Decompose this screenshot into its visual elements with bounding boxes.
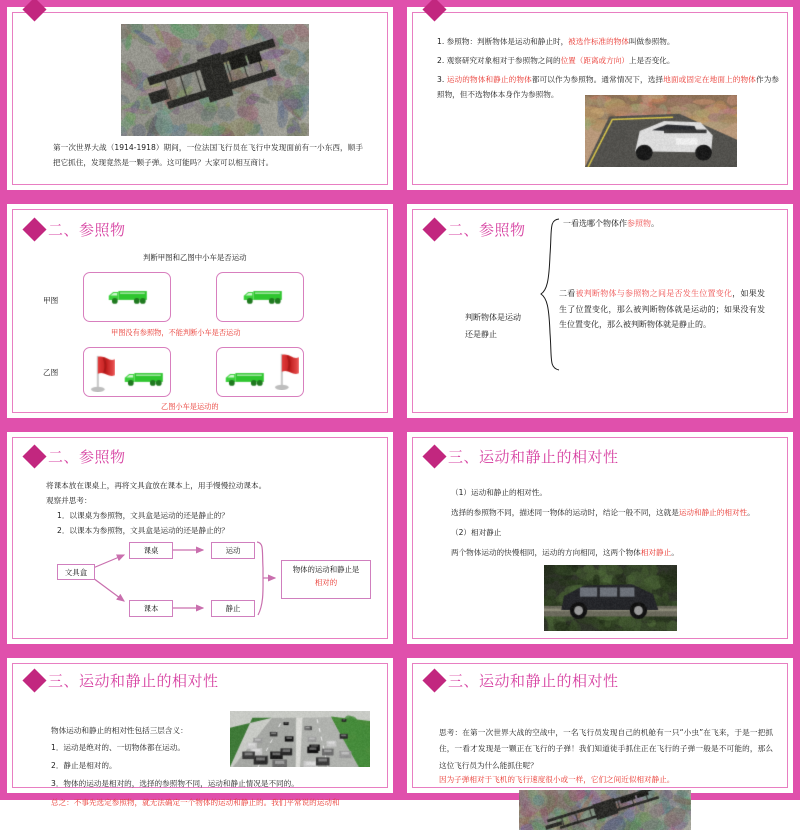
slide-inner-frame <box>412 209 788 413</box>
highway-photo <box>230 711 370 767</box>
jia-box-right <box>216 272 304 322</box>
slide-thumbnail-7[interactable] <box>0 651 400 807</box>
item-text: 参照物：判断物体是运动和静止时， <box>446 37 569 46</box>
slide-title-1 <box>27 2 48 17</box>
item-highlight: 运动的物体和静止的物体 <box>446 75 532 84</box>
green-truck-icon <box>124 370 164 387</box>
slide-title-4: 二、参照物 <box>427 219 526 240</box>
slide6-p3: （2）相对静止 <box>451 528 502 537</box>
branch2-tail: ，如果发生了位置变化，那么被判断物体就是运动的；如果没有发生位置变化，那么被判断物体就是静止的。 <box>559 289 765 330</box>
branch1-text: 一看选哪个物体作 <box>563 219 627 228</box>
suv-photo <box>544 565 677 631</box>
item-number: 3. <box>437 75 445 84</box>
item-text-tail: 叫做参照物。 <box>628 37 675 46</box>
slide8-question: 思考：在第一次世界大战的空战中，一名飞行员发现自己的机舱有一只“小虫”在飞来，于是一把抓住，一看才发现是一颗正在飞行的子弹！我们知道徒手抓住正在飞行的子弹一般是不可能的，那么这位飞行员为什么能抓住呢？ <box>439 728 773 770</box>
conclusion-line2: 相对的 <box>314 577 338 587</box>
p4-tail: 。 <box>671 548 679 557</box>
slide7-item-1: 1．运动是绝对的、一切物体都在运动。 <box>51 743 185 752</box>
slide2-item-2 <box>437 54 777 69</box>
p4-text: 两个物体运动的快慢相同，运动的方向相同，这两个物体 <box>451 548 641 557</box>
slide8-answer: 因为子弹相对于飞机的飞行速度很小或一样，它们之间近似相对静止。 <box>439 775 675 784</box>
flow-ref-b-box: 课本 <box>129 600 173 617</box>
branch1-highlight: 参照物 <box>627 219 651 228</box>
brace-label-line1: 判断物体是运动 <box>465 313 521 322</box>
flow-ref-a-box: 课桌 <box>129 542 173 559</box>
red-flag-icon <box>273 352 299 390</box>
slide6-p2 <box>451 506 755 521</box>
slide5-line2: 观察并思考： <box>46 496 92 505</box>
brace-label-line2: 还是静止 <box>465 329 497 339</box>
sports-car-photo <box>585 95 737 167</box>
p2-tail: 。 <box>747 508 755 517</box>
red-flag-icon <box>89 354 115 392</box>
slide-title-2 <box>427 2 448 17</box>
diamond-bullet-icon <box>424 670 445 691</box>
slide-inner-frame <box>412 12 788 185</box>
item-text: 都可以作为参照物。通常情况下，选择 <box>531 75 664 84</box>
item-number: 1. <box>437 37 445 46</box>
diamond-bullet-icon <box>24 0 45 20</box>
item-highlight: 位置（距离或方向） <box>560 56 629 65</box>
slide-title-7: 三、运动和静止的相对性 <box>27 670 219 691</box>
green-truck-icon <box>243 288 283 305</box>
item-text: 观察研究对象相对于参照物之间的 <box>446 56 561 65</box>
slide-inner-frame <box>412 437 788 639</box>
slide-thumbnail-4[interactable] <box>400 197 800 425</box>
slide-thumbnail-2[interactable] <box>400 0 800 197</box>
flow-source-box: 文具盒 <box>57 564 95 580</box>
jia-box-left <box>83 272 171 322</box>
yi-note: 乙图小车是运动的 <box>161 402 219 411</box>
green-truck-icon <box>225 370 265 387</box>
slide5-question-1: 1．以课桌为参照物，文具盒是运动的还是静止的？ <box>57 511 229 520</box>
yi-box-left <box>83 347 171 397</box>
p4-highlight: 相对静止 <box>640 548 672 557</box>
slide-title-8: 三、运动和静止的相对性 <box>427 670 619 691</box>
flow-result-a-box: 运动 <box>211 542 255 559</box>
branch1-tail: 。 <box>651 219 659 228</box>
brace-branch-1 <box>563 216 763 232</box>
slide-title-6: 三、运动和静止的相对性 <box>427 446 619 467</box>
brace-label <box>465 310 521 344</box>
slide7-item-3: 3．物体的运动是相对的，选择的参照物不同，运动和静止情况是不同的。 <box>51 779 299 788</box>
item-text-tail: 上是否变化。 <box>628 56 675 65</box>
item-highlight-2: 地面或固定在地面上的物体 <box>663 75 756 84</box>
slide-inner-frame <box>12 209 388 413</box>
diamond-bullet-icon <box>424 446 445 467</box>
slide3-caption: 判断甲图和乙图中小车是否运动 <box>143 253 247 262</box>
branch2-text: 二看 <box>559 289 576 298</box>
p2-text: 选择的参照物不同，描述同一物体的运动时，结论一般不同，这就是 <box>451 508 679 517</box>
branch2-highlight: 被判断物体与参照物之间是否发生位置变化 <box>575 289 733 298</box>
flow-result-b-box: 静止 <box>211 600 255 617</box>
diamond-bullet-icon <box>424 0 445 20</box>
biplane-photo <box>121 24 309 136</box>
slide-title-5: 二、参照物 <box>27 446 126 467</box>
row-label-jia: 甲图 <box>43 296 59 305</box>
slide5-question-2: 2．以课本为参照物，文具盒是运动的还是静止的？ <box>57 526 229 535</box>
slide6-p1: （1）运动和静止的相对性。 <box>451 488 547 497</box>
slide-inner-frame <box>12 12 388 185</box>
slide5-line1: 将课本放在课桌上，再将文具盒放在课本上，用手慢慢拉动课本。 <box>46 481 267 490</box>
curly-brace-icon <box>539 215 561 375</box>
slide-thumbnail-1[interactable] <box>0 0 400 197</box>
slide1-caption: 第一次世界大战（1914-1918）期间，一位法国飞行员在飞行中发现面前有一小东西，顺手把它抓住，发现竟然是一颗子弹。这可能吗？大家可以相互商讨。 <box>53 143 363 167</box>
slide-thumbnail-8[interactable] <box>400 651 800 800</box>
slide2-item-1 <box>437 35 777 50</box>
green-truck-icon <box>108 288 148 305</box>
slide-inner-frame <box>412 663 788 788</box>
brace-branch-2 <box>559 286 765 333</box>
diamond-bullet-icon <box>24 670 45 691</box>
slide6-p4 <box>451 546 679 561</box>
slide-thumbnail-5[interactable] <box>0 425 400 651</box>
slide-thumbnail-3[interactable] <box>0 197 400 425</box>
slide-thumbnail-6[interactable] <box>400 425 800 651</box>
conclusion-line1: 物体的运动和静止是 <box>292 565 360 574</box>
item-text-tail: 作为参照物，但不选物体本身作为参照物。 <box>437 75 780 99</box>
row-label-yi: 乙图 <box>43 368 59 377</box>
slide-inner-frame <box>12 663 388 807</box>
slide-inner-frame <box>12 437 388 639</box>
slide7-item-2: 2．静止是相对的。 <box>51 761 117 770</box>
yi-box-right <box>216 347 304 397</box>
flow-conclusion-box <box>281 560 371 599</box>
item-number: 2. <box>437 56 445 65</box>
slide7-summary: 总之：不事先选定参照物，就无法确定一个物体的运动和静止的。我们平常说的运动和 <box>51 798 340 807</box>
slide-title-3: 二、参照物 <box>27 219 126 240</box>
item-highlight: 被选作标准的物体 <box>568 37 629 46</box>
biplane-photo <box>519 790 691 830</box>
p2-highlight: 运动和静止的相对性 <box>678 508 748 517</box>
diamond-bullet-icon <box>24 219 45 240</box>
diamond-bullet-icon <box>424 219 445 240</box>
flowchart-arrows <box>13 438 393 658</box>
slide7-lead: 物体运动和静止的相对性包括三层含义： <box>51 726 188 735</box>
jia-note: 甲图没有参照物，不能判断小车是否运动 <box>111 328 241 337</box>
